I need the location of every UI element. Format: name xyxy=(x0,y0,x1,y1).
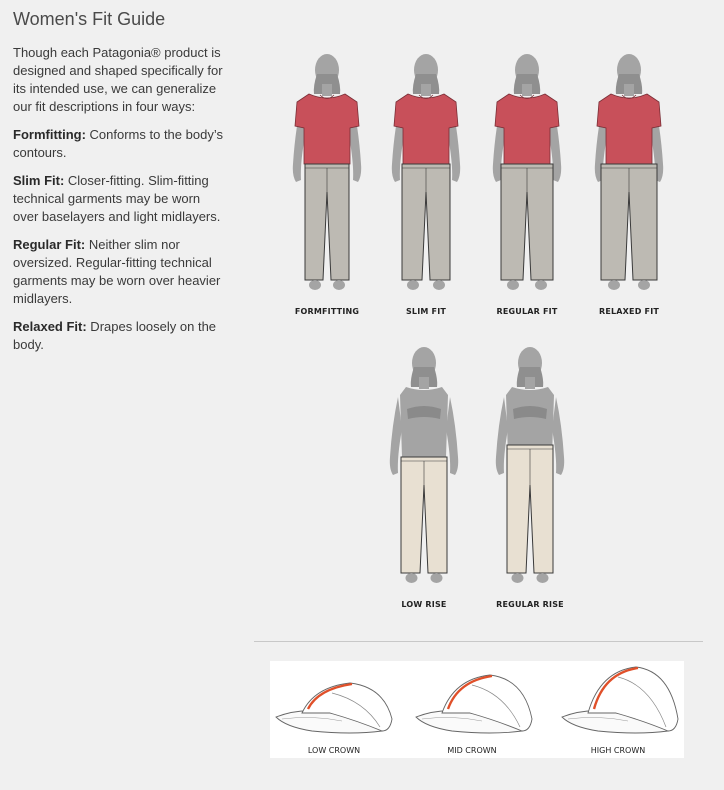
fit-desc: Closer-fitting. Slim-fitting technical garments may be worn over baselayers and light midlayers. xyxy=(13,173,221,224)
rise-label-regular: REGULAR RISE xyxy=(496,600,564,609)
low-rise-figure xyxy=(384,345,464,590)
fit-slim xyxy=(13,172,225,226)
page-title: Women's Fit Guide xyxy=(13,9,166,29)
high-crown-hat xyxy=(558,661,682,741)
mid-crown-hat xyxy=(412,661,536,741)
fit-term: Slim Fit: xyxy=(13,173,65,188)
formfitting-figure xyxy=(287,52,367,297)
low-crown-hat xyxy=(272,661,396,741)
fit-guide-text xyxy=(13,8,225,364)
fit-label-relaxed: RELAXED FIT xyxy=(598,307,660,316)
section-divider xyxy=(254,641,703,642)
fit-label-slim: SLIM FIT xyxy=(405,307,447,316)
fit-term: Regular Fit: xyxy=(13,237,86,252)
regular-fit-figure xyxy=(487,52,567,297)
regular-rise-figure xyxy=(490,345,570,590)
fit-desc: Neither slim nor oversized. Regular-fitting technical garments may be worn over heavier midlayers. xyxy=(13,237,221,306)
fit-desc: Drapes loosely on the body. xyxy=(13,319,217,352)
fit-relaxed xyxy=(13,318,225,354)
fit-label-regular: REGULAR FIT xyxy=(496,307,558,316)
slim-fit-figure xyxy=(386,52,466,297)
fit-formfitting xyxy=(13,126,225,162)
fit-label-formfitting: FORMFITTING xyxy=(294,307,360,316)
intro-text: Though each Patagonia® product is designed and shaped specifically for its intended use, we can generalize our fit descriptions in four ways: xyxy=(13,45,223,114)
crown-panel xyxy=(270,661,684,758)
fit-desc: Conforms to the body’s contours. xyxy=(13,127,223,160)
rise-label-low: LOW RISE xyxy=(401,600,447,609)
crown-label-mid: MID CROWN xyxy=(447,746,497,755)
fit-regular xyxy=(13,236,225,308)
relaxed-fit-figure xyxy=(589,52,669,297)
fit-term: Relaxed Fit: xyxy=(13,319,87,334)
crown-label-high: HIGH CROWN xyxy=(590,746,646,755)
fit-term: Formfitting: xyxy=(13,127,86,142)
crown-label-low: LOW CROWN xyxy=(307,746,361,755)
